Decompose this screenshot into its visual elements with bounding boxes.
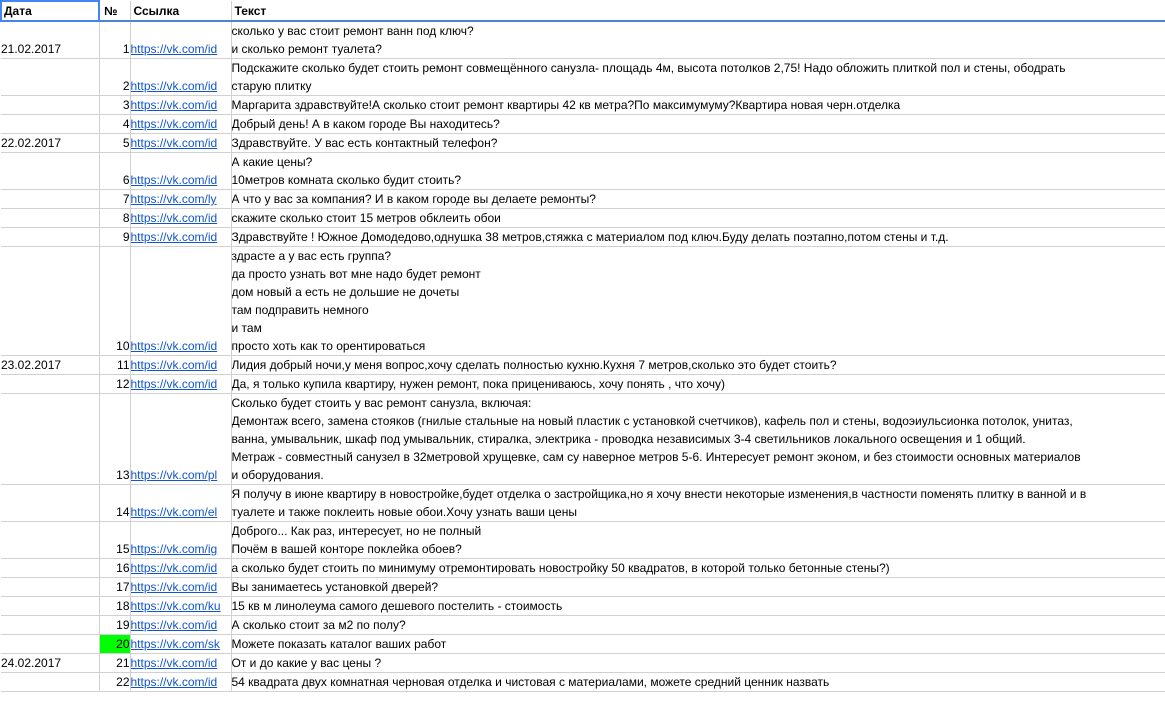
- cell-date[interactable]: [1, 559, 99, 578]
- table-header: [1, 1, 1165, 21]
- table-row[interactable]: [1, 485, 1165, 522]
- message-line: От и до какие у вас цены ?: [231, 656, 382, 670]
- cell-number[interactable]: 8: [99, 209, 130, 228]
- profile-link[interactable]: https://vk.com/sk: [130, 637, 220, 651]
- message-line: Добрый день! А в каком городе Вы находитесь?: [231, 117, 500, 131]
- profile-link[interactable]: https://vk.com/id: [130, 561, 218, 575]
- cell-text[interactable]: [231, 21, 1165, 59]
- cell-number[interactable]: 13: [99, 394, 130, 485]
- cell-text[interactable]: [231, 375, 1165, 394]
- cell-link[interactable]: [130, 96, 231, 115]
- table-row[interactable]: [1, 153, 1165, 190]
- message-line: сколько у вас стоит ремонт ванн под ключ?: [231, 24, 474, 38]
- message-line: просто хоть как то орентироваться: [231, 339, 426, 353]
- message-line: Доброго... Как раз, интересует, но не полный: [231, 524, 482, 538]
- cell-link[interactable]: [130, 134, 231, 153]
- cell-text[interactable]: [231, 115, 1165, 134]
- cell-number[interactable]: 21: [99, 654, 130, 673]
- message-line: 15 кв м линолеума самого дешевого постелить - стоимость: [231, 599, 563, 613]
- message-line: Почём в вашей конторе поклейка обоев?: [231, 542, 462, 556]
- cell-number[interactable]: 12: [99, 375, 130, 394]
- profile-link[interactable]: https://vk.com/pl: [130, 468, 218, 482]
- profile-link[interactable]: https://vk.com/id: [130, 211, 218, 225]
- message-line: Сколько будет стоить у вас ремонт санузла, включая:: [231, 396, 532, 410]
- cell-link[interactable]: [130, 247, 231, 356]
- message-line: 10метров комната сколько будит стоить?: [231, 173, 461, 187]
- message-line: а сколько будет стоить по минимуму отремонтировать новостройку 50 квадратов, в которой только бетонные стены?): [231, 561, 890, 575]
- profile-link[interactable]: https://vk.com/id: [130, 79, 218, 93]
- cell-date[interactable]: [1, 616, 99, 635]
- message-line: и оборудования.: [231, 468, 324, 482]
- cell-date[interactable]: [1, 153, 99, 190]
- cell-number[interactable]: 1: [99, 21, 130, 59]
- profile-link[interactable]: https://vk.com/ku: [130, 599, 221, 613]
- profile-link[interactable]: https://vk.com/id: [130, 656, 218, 670]
- profile-link[interactable]: https://vk.com/ly: [130, 192, 217, 206]
- cell-text[interactable]: [231, 96, 1165, 115]
- cell-link[interactable]: [130, 522, 231, 559]
- table-row[interactable]: [1, 394, 1165, 485]
- cell-link[interactable]: [130, 375, 231, 394]
- table-row[interactable]: [1, 635, 1165, 654]
- cell-text[interactable]: [231, 209, 1165, 228]
- cell-link[interactable]: [130, 209, 231, 228]
- cell-number[interactable]: 15: [99, 522, 130, 559]
- cell-number[interactable]: 6: [99, 153, 130, 190]
- message-line: ванна, умывальник, шкаф под умывальник, стиралка, электрика - проводка независимых 3-4 светильников локального освещения и 1 общий.: [231, 432, 1026, 446]
- message-line: Маргарита здравствуйте!А сколько стоит ремонт квартиры 42 кв метра?По максимумуму?Квартира новая черн.отделка: [231, 98, 901, 112]
- cell-link[interactable]: [130, 190, 231, 209]
- message-line: Подскажите сколько будет стоить ремонт совмещённого санузла- площадь 4м, высота потолков 2,75! Надо обложить плиткой пол и стены, ободрать: [231, 61, 1066, 75]
- profile-link[interactable]: https://vk.com/id: [130, 339, 218, 353]
- message-line: туалете и также поклеить новые обои.Хочу узнать ваши цены: [231, 505, 577, 519]
- cell-text[interactable]: [231, 559, 1165, 578]
- profile-link[interactable]: https://vk.com/id: [130, 173, 218, 187]
- cell-date[interactable]: [1, 522, 99, 559]
- cell-number[interactable]: 22: [99, 673, 130, 692]
- table-row[interactable]: [1, 190, 1165, 209]
- cell-date[interactable]: [1, 673, 99, 692]
- table-row[interactable]: [1, 59, 1165, 96]
- cell-link[interactable]: [130, 578, 231, 597]
- message-line: Метраж - совместный санузел в 32метровой хрущевке, сам су наверное метров 5-6. Интересует ремонт эконом, и без стоимости основных материалов: [231, 450, 1081, 464]
- cell-date[interactable]: 23.02.2017: [1, 356, 99, 375]
- cell-link[interactable]: [130, 635, 231, 654]
- cell-text[interactable]: [231, 59, 1165, 96]
- cell-date[interactable]: [1, 597, 99, 616]
- table-row[interactable]: [1, 522, 1165, 559]
- cell-link[interactable]: [130, 616, 231, 635]
- cell-text[interactable]: [231, 394, 1165, 485]
- table-row[interactable]: [1, 247, 1165, 356]
- table-row[interactable]: [1, 356, 1165, 375]
- cell-link[interactable]: [130, 356, 231, 375]
- cell-text[interactable]: [231, 522, 1165, 559]
- cell-date[interactable]: [1, 394, 99, 485]
- message-line: Можете показать каталог ваших работ: [231, 637, 447, 651]
- cell-number[interactable]: 3: [99, 96, 130, 115]
- table-row[interactable]: [1, 673, 1165, 692]
- cell-date[interactable]: 21.02.2017: [1, 21, 99, 59]
- cell-date[interactable]: [1, 578, 99, 597]
- cell-date[interactable]: 24.02.2017: [1, 654, 99, 673]
- message-line: и сколько ремонт туалета?: [231, 42, 382, 56]
- message-line: Демонтаж всего, замена стояков (гнилые стальные на новый пластик с установкой счетчиков), кафель пол и стены, водоэиульсионка потолок, унитаз,: [231, 414, 1073, 428]
- cell-link[interactable]: [130, 153, 231, 190]
- cell-number[interactable]: 4: [99, 115, 130, 134]
- table-row[interactable]: [1, 375, 1165, 394]
- message-line: там подправить немного: [231, 303, 369, 317]
- cell-date[interactable]: [1, 635, 99, 654]
- cell-text[interactable]: [231, 190, 1165, 209]
- table-row[interactable]: [1, 228, 1165, 247]
- message-line: Вы занимаетесь установкой дверей?: [231, 580, 439, 594]
- cell-text[interactable]: [231, 247, 1165, 356]
- profile-link[interactable]: https://vk.com/id: [130, 98, 218, 112]
- message-line: Я получу в июне квартиру в новостройке,будет отделка о застройщика,но я хочу внести некоторые изменения,в частности поменять плитку в ванной и в: [231, 487, 1087, 501]
- table-row[interactable]: [1, 559, 1165, 578]
- cell-link[interactable]: [130, 228, 231, 247]
- cell-number[interactable]: 19: [99, 616, 130, 635]
- cell-number[interactable]: 5: [99, 134, 130, 153]
- table-row[interactable]: [1, 115, 1165, 134]
- cell-text[interactable]: [231, 616, 1165, 635]
- profile-link[interactable]: https://vk.com/id: [130, 136, 218, 150]
- profile-link[interactable]: https://vk.com/el: [130, 505, 218, 519]
- cell-text[interactable]: [231, 228, 1165, 247]
- profile-link[interactable]: https://vk.com/id: [130, 358, 218, 372]
- cell-date[interactable]: [1, 209, 99, 228]
- cell-number[interactable]: 14: [99, 485, 130, 522]
- cell-link[interactable]: [130, 559, 231, 578]
- column-header-link[interactable]: Ссылка: [130, 1, 231, 21]
- message-line: дом новый а есть не дольшие не дочеты: [231, 285, 460, 299]
- table-row[interactable]: [1, 96, 1165, 115]
- cell-text[interactable]: [231, 654, 1165, 673]
- column-header-text[interactable]: Текст: [231, 1, 1165, 21]
- cell-number[interactable]: 16: [99, 559, 130, 578]
- cell-link[interactable]: [130, 21, 231, 59]
- cell-text[interactable]: [231, 134, 1165, 153]
- profile-link[interactable]: https://vk.com/id: [130, 377, 218, 391]
- header-row: [1, 1, 1165, 21]
- profile-link[interactable]: https://vk.com/id: [130, 618, 218, 632]
- cell-number[interactable]: 18: [99, 597, 130, 616]
- cell-number[interactable]: 9: [99, 228, 130, 247]
- message-line: Да, я только купила квартиру, нужен ремонт, пока прицениваюсь, хочу понять , что хочу): [231, 377, 725, 391]
- message-line: Здравствуйте. У вас есть контактный телефон?: [231, 136, 498, 150]
- cell-text[interactable]: [231, 153, 1165, 190]
- table-row[interactable]: [1, 597, 1165, 616]
- cell-date[interactable]: [1, 375, 99, 394]
- cell-link[interactable]: [130, 485, 231, 522]
- cell-text[interactable]: [231, 578, 1165, 597]
- cell-date[interactable]: [1, 485, 99, 522]
- cell-date[interactable]: 22.02.2017: [1, 134, 99, 153]
- message-line: А какие цены?: [231, 155, 313, 169]
- cell-link[interactable]: [130, 394, 231, 485]
- message-line: да просто узнать вот мне надо будет ремонт: [231, 267, 481, 281]
- message-line: старую плитку: [231, 79, 312, 93]
- cell-number[interactable]: 7: [99, 190, 130, 209]
- cell-number[interactable]: 11: [99, 356, 130, 375]
- message-line: Лидия добрый ночи,у меня вопрос,хочу сделать полностью кухню.Кухня 7 метров,сколько это будет стоить?: [231, 358, 837, 372]
- profile-link[interactable]: https://vk.com/id: [130, 580, 218, 594]
- profile-link[interactable]: https://vk.com/id: [130, 230, 218, 244]
- cell-date[interactable]: [1, 96, 99, 115]
- cell-text[interactable]: [231, 356, 1165, 375]
- cell-link[interactable]: [130, 59, 231, 96]
- cell-text[interactable]: [231, 635, 1165, 654]
- message-line: скажите сколько стоит 15 метров обклеить обои: [231, 211, 501, 225]
- cell-date[interactable]: [1, 59, 99, 96]
- table-row[interactable]: [1, 134, 1165, 153]
- message-line: и там: [231, 321, 262, 335]
- message-line: Здравствуйте ! Южное Домодедово,однушка 38 метров,стяжка с материалом под ключ.Буду делать поэтапно,потом стены и т.д.: [231, 230, 949, 244]
- cell-number-highlighted[interactable]: 20: [99, 635, 130, 654]
- cell-number[interactable]: 2: [99, 59, 130, 96]
- message-line: здрасте а у вас есть группа?: [231, 249, 392, 263]
- cell-text[interactable]: [231, 673, 1165, 692]
- table-row[interactable]: [1, 654, 1165, 673]
- cell-date[interactable]: [1, 228, 99, 247]
- cell-date[interactable]: [1, 190, 99, 209]
- table-row[interactable]: [1, 616, 1165, 635]
- cell-date[interactable]: [1, 115, 99, 134]
- message-line: А что у вас за компания? И в каком городе вы делаете ремонты?: [231, 192, 596, 206]
- table-row[interactable]: [1, 21, 1165, 59]
- message-line: 54 квадрата двух комнатная черновая отделка и чистовая с материалами, можете средний ценник назвать: [231, 675, 830, 689]
- profile-link[interactable]: https://vk.com/id: [130, 42, 218, 56]
- message-line: А сколько стоит за м2 по полу?: [231, 618, 406, 632]
- table-row[interactable]: [1, 209, 1165, 228]
- cell-text[interactable]: [231, 597, 1165, 616]
- table-body: [1, 21, 1165, 692]
- cell-link[interactable]: [130, 654, 231, 673]
- cell-number[interactable]: 17: [99, 578, 130, 597]
- cell-text[interactable]: [231, 485, 1165, 522]
- profile-link[interactable]: https://vk.com/ig: [130, 542, 218, 556]
- cell-number[interactable]: 10: [99, 247, 130, 356]
- table-row[interactable]: [1, 578, 1165, 597]
- cell-date[interactable]: [1, 247, 99, 356]
- column-header-date[interactable]: Дата: [1, 1, 99, 21]
- profile-link[interactable]: https://vk.com/id: [130, 675, 218, 689]
- cell-link[interactable]: [130, 597, 231, 616]
- column-header-number[interactable]: №: [99, 1, 130, 21]
- profile-link[interactable]: https://vk.com/id: [130, 117, 218, 131]
- cell-link[interactable]: [130, 673, 231, 692]
- cell-link[interactable]: [130, 115, 231, 134]
